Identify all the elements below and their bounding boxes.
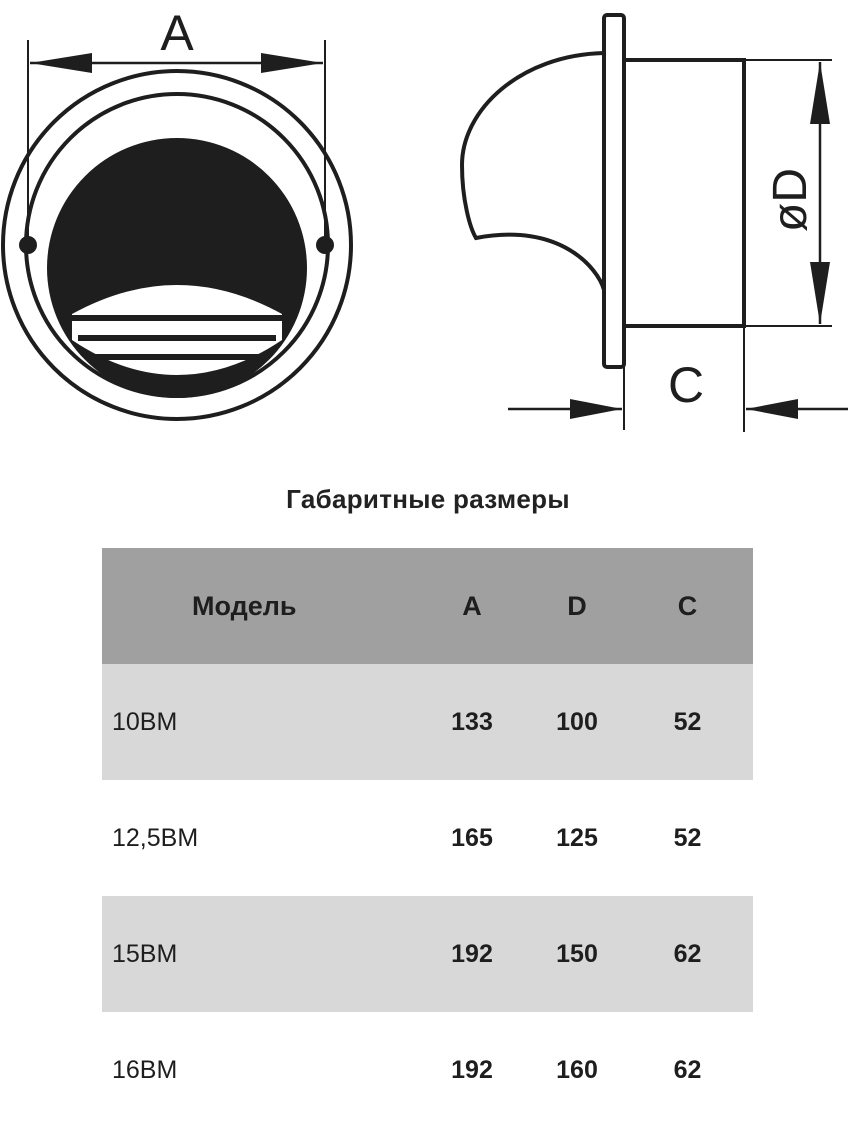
header-model: Модель xyxy=(102,548,402,664)
dimension-label-c: C xyxy=(667,357,705,413)
cell-c: 62 xyxy=(632,896,753,1012)
cell-a: 165 xyxy=(402,780,522,896)
cell-d: 125 xyxy=(522,780,632,896)
cell-model: 12,5ВМ xyxy=(102,780,402,896)
dimension-label-a: A xyxy=(160,5,194,61)
cell-model: 10ВМ xyxy=(102,664,402,780)
table-row xyxy=(102,780,753,896)
arrow-head xyxy=(30,53,92,73)
arrow-head xyxy=(810,62,830,124)
cell-c: 52 xyxy=(632,664,753,780)
cell-a: 192 xyxy=(402,896,522,1012)
cell-c: 52 xyxy=(632,780,753,896)
header-d: D xyxy=(522,548,632,664)
cell-d: 100 xyxy=(522,664,632,780)
flange xyxy=(604,15,624,367)
arrow-head xyxy=(261,53,323,73)
dimensions-table xyxy=(102,548,753,1128)
arrow-head xyxy=(810,262,830,324)
table-row xyxy=(102,896,753,1012)
cell-model: 16ВМ xyxy=(102,1012,402,1128)
front-view xyxy=(3,40,351,419)
hood xyxy=(462,53,604,290)
dimension-label-d: øD xyxy=(764,168,817,232)
section-title: Габаритные размеры xyxy=(286,484,570,514)
spigot xyxy=(624,60,744,326)
arrow-head xyxy=(570,399,622,419)
cell-d: 160 xyxy=(522,1012,632,1128)
table-header-row xyxy=(102,548,753,664)
header-a: A xyxy=(402,548,522,664)
header-c: C xyxy=(632,548,753,664)
table-row xyxy=(102,1012,753,1128)
arrow-head xyxy=(746,399,798,419)
cell-a: 133 xyxy=(402,664,522,780)
cell-a: 192 xyxy=(402,1012,522,1128)
cell-d: 150 xyxy=(522,896,632,1012)
cell-c: 62 xyxy=(632,1012,753,1128)
technical-drawing xyxy=(0,0,856,450)
cell-model: 15ВМ xyxy=(102,896,402,1012)
table-row xyxy=(102,664,753,780)
